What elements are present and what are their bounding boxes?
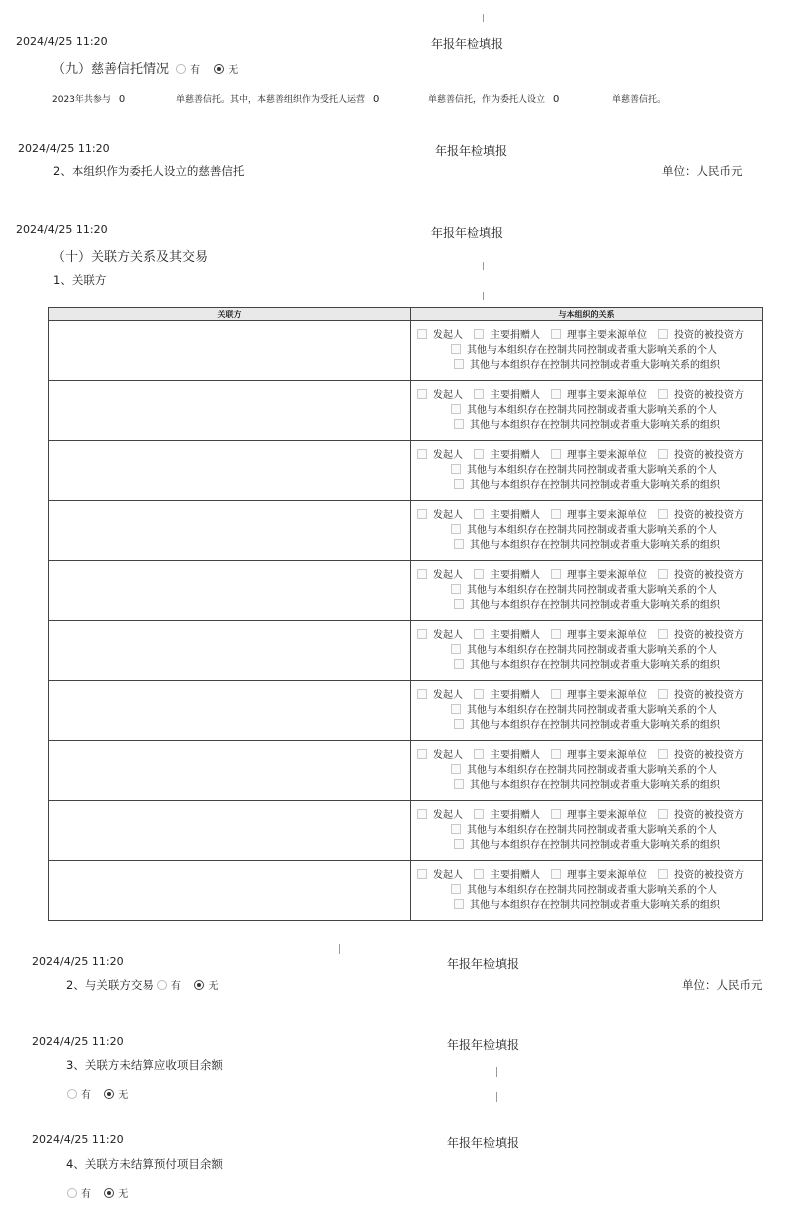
checkbox-icon[interactable] <box>451 704 461 714</box>
checkbox-icon[interactable] <box>551 449 561 459</box>
scan-mark <box>483 14 484 22</box>
timestamp: 2024/4/25 11:20 <box>32 955 124 968</box>
timestamp: 2024/4/25 11:20 <box>32 1035 124 1048</box>
option-org: 其他与本组织存在控制共同控制或者重大影响关系的组织 <box>470 480 720 491</box>
option-founder: 发起人 <box>433 750 463 761</box>
table-row <box>49 861 763 921</box>
relationship-cell <box>411 381 763 441</box>
checkbox-icon[interactable] <box>451 824 461 834</box>
radio-yes-icon[interactable] <box>157 980 167 990</box>
checkbox-icon[interactable] <box>417 749 427 759</box>
sub4-radio-group: 有 无 <box>64 1185 128 1200</box>
checkbox-icon[interactable] <box>474 749 484 759</box>
timestamp: 2024/4/25 11:20 <box>18 142 110 155</box>
related-party-cell[interactable] <box>49 441 411 501</box>
checkbox-icon[interactable] <box>417 509 427 519</box>
option-donor: 主要捐赠人 <box>490 330 540 341</box>
checkbox-icon[interactable] <box>417 809 427 819</box>
checkbox-icon[interactable] <box>551 689 561 699</box>
related-party-cell[interactable] <box>49 621 411 681</box>
checkbox-icon[interactable] <box>551 569 561 579</box>
section9-line-d: 单慈善信托。 <box>612 95 667 105</box>
checkbox-icon[interactable] <box>474 809 484 819</box>
checkbox-icon[interactable] <box>658 809 668 819</box>
checkbox-icon[interactable] <box>551 509 561 519</box>
option-invested: 投资的被投资方 <box>674 630 744 641</box>
checkbox-icon[interactable] <box>451 644 461 654</box>
radio-no-icon[interactable] <box>104 1188 114 1198</box>
checkbox-icon[interactable] <box>417 449 427 459</box>
checkbox-icon[interactable] <box>551 809 561 819</box>
table-row <box>49 741 763 801</box>
option-person: 其他与本组织存在控制共同控制或者重大影响关系的个人 <box>467 885 717 896</box>
scan-mark <box>496 1067 497 1077</box>
page-header-title: 年报年检填报 <box>435 144 508 158</box>
option-donor: 主要捐赠人 <box>490 870 540 881</box>
option-founder: 发起人 <box>433 870 463 881</box>
scan-mark <box>339 944 340 954</box>
checkbox-icon[interactable] <box>658 629 668 639</box>
page-header-title: 年报年检填报 <box>431 37 504 51</box>
radio-no-icon[interactable] <box>214 64 224 74</box>
relationship-cell <box>411 561 763 621</box>
checkbox-icon[interactable] <box>454 839 464 849</box>
option-invested: 投资的被投资方 <box>674 330 744 341</box>
page-header-title: 年报年检填报 <box>447 1038 520 1052</box>
checkbox-icon[interactable] <box>474 509 484 519</box>
checkbox-icon[interactable] <box>551 329 561 339</box>
section9-heading <box>52 58 238 77</box>
option-founder: 发起人 <box>433 450 463 461</box>
option-person: 其他与本组织存在控制共同控制或者重大影响关系的个人 <box>467 585 717 596</box>
checkbox-icon[interactable] <box>658 749 668 759</box>
checkbox-icon[interactable] <box>551 629 561 639</box>
checkbox-icon[interactable] <box>417 689 427 699</box>
page-header-title: 年报年检填报 <box>447 957 520 971</box>
option-person: 其他与本组织存在控制共同控制或者重大影响关系的个人 <box>467 765 717 776</box>
checkbox-icon[interactable] <box>454 359 464 369</box>
relationship-cell <box>411 621 763 681</box>
checkbox-icon[interactable] <box>551 389 561 399</box>
checkbox-icon[interactable] <box>454 779 464 789</box>
option-invested: 投资的被投资方 <box>674 450 744 461</box>
checkbox-icon[interactable] <box>658 449 668 459</box>
checkbox-icon[interactable] <box>417 569 427 579</box>
option-council: 理事主要来源单位 <box>567 630 647 641</box>
scan-mark <box>483 292 484 300</box>
relationship-cell <box>411 321 763 381</box>
scan-mark <box>483 262 484 270</box>
option-person: 其他与本组织存在控制共同控制或者重大影响关系的个人 <box>467 405 717 416</box>
option-donor: 主要捐赠人 <box>490 510 540 521</box>
option-founder: 发起人 <box>433 690 463 701</box>
option-donor: 主要捐赠人 <box>490 390 540 401</box>
option-person: 其他与本组织存在控制共同控制或者重大影响关系的个人 <box>467 465 717 476</box>
section10-sub3: 3、关联方未结算应收项目余额 <box>66 1058 223 1072</box>
checkbox-icon[interactable] <box>417 869 427 879</box>
option-donor: 主要捐赠人 <box>490 750 540 761</box>
option-council: 理事主要来源单位 <box>567 810 647 821</box>
relationship-cell <box>411 801 763 861</box>
option-council: 理事主要来源单位 <box>567 510 647 521</box>
timestamp: 2024/4/25 11:20 <box>16 35 108 48</box>
checkbox-icon[interactable] <box>474 389 484 399</box>
option-invested: 投资的被投资方 <box>674 750 744 761</box>
option-org: 其他与本组织存在控制共同控制或者重大影响关系的组织 <box>470 720 720 731</box>
section9-title: （九）慈善信托情况 <box>52 62 170 77</box>
option-org: 其他与本组织存在控制共同控制或者重大影响关系的组织 <box>470 780 720 791</box>
option-council: 理事主要来源单位 <box>567 870 647 881</box>
checkbox-icon[interactable] <box>658 569 668 579</box>
section9-line-b: 单慈善信托。其中，本慈善组织作为受托人运营 0 <box>176 94 380 105</box>
relationship-cell <box>411 501 763 561</box>
checkbox-icon[interactable] <box>451 404 461 414</box>
option-invested: 投资的被投资方 <box>674 810 744 821</box>
related-party-cell[interactable] <box>49 381 411 441</box>
option-invested: 投资的被投资方 <box>674 510 744 521</box>
option-person: 其他与本组织存在控制共同控制或者重大影响关系的个人 <box>467 645 717 656</box>
checkbox-icon[interactable] <box>451 584 461 594</box>
option-invested: 投资的被投资方 <box>674 390 744 401</box>
option-founder: 发起人 <box>433 390 463 401</box>
table-row <box>49 681 763 741</box>
related-party-cell[interactable] <box>49 321 411 381</box>
checkbox-icon[interactable] <box>474 449 484 459</box>
option-org: 其他与本组织存在控制共同控制或者重大影响关系的组织 <box>470 660 720 671</box>
option-council: 理事主要来源单位 <box>567 750 647 761</box>
checkbox-icon[interactable] <box>454 479 464 489</box>
unit-label: 单位：人民币元 <box>662 164 743 178</box>
option-founder: 发起人 <box>433 330 463 341</box>
option-founder: 发起人 <box>433 810 463 821</box>
option-council: 理事主要来源单位 <box>567 690 647 701</box>
related-party-cell[interactable] <box>49 741 411 801</box>
checkbox-icon[interactable] <box>417 629 427 639</box>
related-party-cell[interactable] <box>49 561 411 621</box>
checkbox-icon[interactable] <box>551 749 561 759</box>
option-person: 其他与本组织存在控制共同控制或者重大影响关系的个人 <box>467 825 717 836</box>
option-donor: 主要捐赠人 <box>490 810 540 821</box>
option-invested: 投资的被投资方 <box>674 690 744 701</box>
radio-no-icon[interactable] <box>104 1089 114 1099</box>
table-row <box>49 381 763 441</box>
option-council: 理事主要来源单位 <box>567 330 647 341</box>
page-header-title: 年报年检填报 <box>447 1136 520 1150</box>
section10-sub4: 4、关联方未结算预付项目余额 <box>66 1157 223 1171</box>
related-party-cell[interactable] <box>49 681 411 741</box>
checkbox-icon[interactable] <box>474 329 484 339</box>
checkbox-icon[interactable] <box>474 629 484 639</box>
option-invested: 投资的被投资方 <box>674 570 744 581</box>
option-donor: 主要捐赠人 <box>490 450 540 461</box>
related-party-cell[interactable] <box>49 801 411 861</box>
sub3-radio-group: 有 无 <box>64 1086 128 1101</box>
checkbox-icon[interactable] <box>474 569 484 579</box>
related-party-cell[interactable] <box>49 861 411 921</box>
section10-sub1: 1、关联方 <box>53 273 107 287</box>
checkbox-icon[interactable] <box>474 689 484 699</box>
radio-yes-icon[interactable] <box>67 1188 77 1198</box>
option-council: 理事主要来源单位 <box>567 450 647 461</box>
radio-yes-icon[interactable] <box>67 1089 77 1099</box>
option-invested: 投资的被投资方 <box>674 870 744 881</box>
col-related-party: 关联方 <box>49 308 411 321</box>
col-relationship: 与本组织的关系 <box>411 308 763 321</box>
relationship-cell <box>411 681 763 741</box>
option-founder: 发起人 <box>433 510 463 521</box>
checkbox-icon[interactable] <box>454 719 464 729</box>
table-row <box>49 561 763 621</box>
checkbox-icon[interactable] <box>658 689 668 699</box>
option-person: 其他与本组织存在控制共同控制或者重大影响关系的个人 <box>467 705 717 716</box>
option-donor: 主要捐赠人 <box>490 690 540 701</box>
checkbox-icon[interactable] <box>474 869 484 879</box>
option-org: 其他与本组织存在控制共同控制或者重大影响关系的组织 <box>470 540 720 551</box>
table-row <box>49 621 763 681</box>
option-org: 其他与本组织存在控制共同控制或者重大影响关系的组织 <box>470 420 720 431</box>
related-party-table <box>48 307 763 921</box>
section10-title: （十）关联方关系及其交易 <box>52 250 209 265</box>
option-donor: 主要捐赠人 <box>490 630 540 641</box>
table-row <box>49 321 763 381</box>
table-row <box>49 501 763 561</box>
checkbox-icon[interactable] <box>454 599 464 609</box>
option-council: 理事主要来源单位 <box>567 390 647 401</box>
checkbox-icon[interactable] <box>451 344 461 354</box>
checkbox-icon[interactable] <box>417 329 427 339</box>
checkbox-icon[interactable] <box>451 764 461 774</box>
table-row <box>49 441 763 501</box>
table-row <box>49 801 763 861</box>
checkbox-icon[interactable] <box>551 869 561 879</box>
checkbox-icon[interactable] <box>451 884 461 894</box>
checkbox-icon[interactable] <box>658 869 668 879</box>
timestamp: 2024/4/25 11:20 <box>32 1133 124 1146</box>
checkbox-icon[interactable] <box>451 464 461 474</box>
section10-sub2: 2、与关联方交易 有 无 <box>66 978 219 992</box>
radio-yes-icon[interactable] <box>176 64 186 74</box>
timestamp: 2024/4/25 11:20 <box>16 223 108 236</box>
related-party-cell[interactable] <box>49 501 411 561</box>
option-founder: 发起人 <box>433 630 463 641</box>
checkbox-icon[interactable] <box>417 389 427 399</box>
option-org: 其他与本组织存在控制共同控制或者重大影响关系的组织 <box>470 600 720 611</box>
option-founder: 发起人 <box>433 570 463 581</box>
relationship-cell <box>411 741 763 801</box>
checkbox-icon[interactable] <box>658 329 668 339</box>
checkbox-icon[interactable] <box>658 389 668 399</box>
option-person: 其他与本组织存在控制共同控制或者重大影响关系的个人 <box>467 525 717 536</box>
option-org: 其他与本组织存在控制共同控制或者重大影响关系的组织 <box>470 840 720 851</box>
checkbox-icon[interactable] <box>454 419 464 429</box>
checkbox-icon[interactable] <box>454 659 464 669</box>
radio-yes-label: 有 <box>190 65 201 76</box>
checkbox-icon[interactable] <box>658 509 668 519</box>
option-org: 其他与本组织存在控制共同控制或者重大影响关系的组织 <box>470 360 720 371</box>
unit-label: 单位：人民币元 <box>682 978 763 992</box>
item2-trust-title: 2、本组织作为委托人设立的慈善信托 <box>53 164 245 178</box>
radio-no-icon[interactable] <box>194 980 204 990</box>
relationship-cell <box>411 861 763 921</box>
option-council: 理事主要来源单位 <box>567 570 647 581</box>
section9-line-c: 单慈善信托，作为委托人设立 0 <box>428 94 560 105</box>
checkbox-icon[interactable] <box>454 899 464 909</box>
page-header-title: 年报年检填报 <box>431 226 504 240</box>
option-donor: 主要捐赠人 <box>490 570 540 581</box>
relationship-cell <box>411 441 763 501</box>
scan-mark <box>496 1092 497 1102</box>
radio-no-label: 无 <box>228 65 239 76</box>
checkbox-icon[interactable] <box>451 524 461 534</box>
option-org: 其他与本组织存在控制共同控制或者重大影响关系的组织 <box>470 900 720 911</box>
checkbox-icon[interactable] <box>454 539 464 549</box>
option-person: 其他与本组织存在控制共同控制或者重大影响关系的个人 <box>467 345 717 356</box>
section9-line-a: 2023年共参与 0 <box>52 94 126 105</box>
